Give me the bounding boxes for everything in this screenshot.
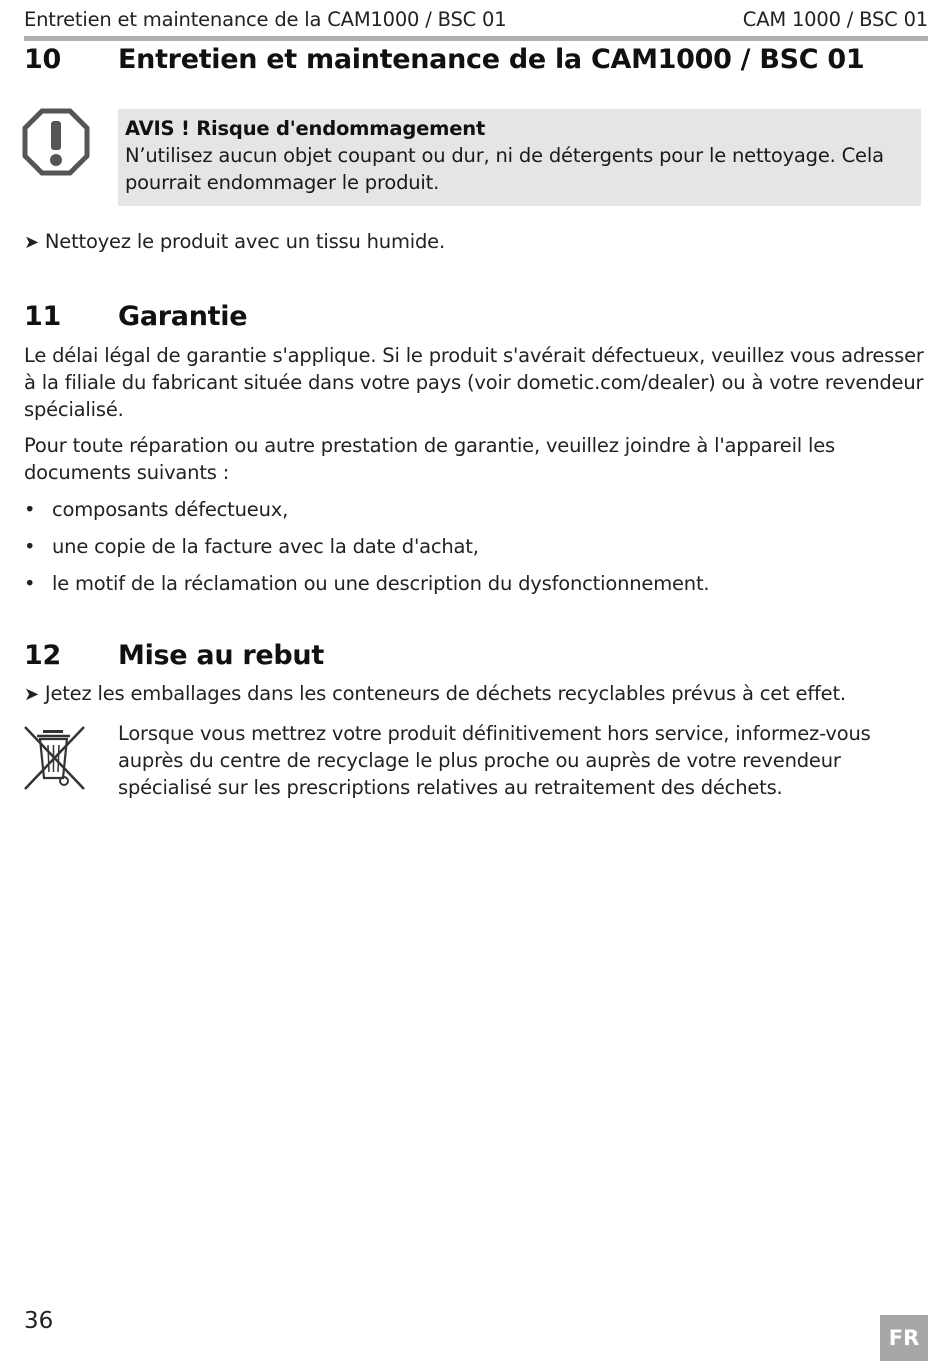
page-number: 36 (24, 1308, 54, 1334)
exclamation-octagon-icon (22, 108, 90, 176)
section-10-heading (24, 44, 864, 75)
warranty-paragraph-2: Pour toute réparation ou autre prestation de garantie, veuillez joindre à l'appareil les documents suivants : (24, 434, 835, 484)
list-item: • composants défectueux, (24, 496, 709, 533)
section-number: 11 (24, 301, 61, 332)
notice-box (118, 109, 921, 206)
section-title: Mise au rebut (118, 640, 324, 671)
notice-text: N’utilisez aucun objet coupant ou dur, ni de détergents pour le nettoyage. Cela pourrait endommager le produit. (125, 144, 884, 194)
language-badge: FR (880, 1315, 928, 1361)
header-right-model: CAM 1000 / BSC 01 (742, 8, 928, 31)
arrow-right-icon: ➤ (24, 232, 39, 253)
instruction-text: Jetez les emballages dans les conteneurs de déchets recyclables prévus à cet effet. (44, 682, 846, 705)
instruction-text: Nettoyez le produit avec un tissu humide. (44, 230, 445, 253)
warranty-paragraph-1: Le délai légal de garantie s'applique. Si le produit s'avérait défectueux, veuillez vous adresser à la filiale du fabricant située dans votre pays (voir dometic.com/dealer) ou à votre revendeur spécialisé. (24, 344, 924, 421)
bullet-icon: • (24, 572, 36, 595)
arrow-right-icon: ➤ (24, 684, 39, 705)
warranty-documents-list (24, 496, 709, 607)
notice-title: AVIS ! Risque d'endommagement (125, 117, 486, 140)
bullet-icon: • (24, 535, 36, 558)
list-item: • une copie de la facture avec la date d'achat, (24, 533, 709, 570)
section-title: Entretien et maintenance de la CAM1000 / BSC 01 (118, 44, 865, 75)
bullet-icon: • (24, 498, 36, 521)
weee-disposal-text: Lorsque vous mettrez votre produit définitivement hors service, informez-vous auprès du centre de recyclage le plus proche ou auprès de votre revendeur spécialisé sur les prescriptions relatives au retraitement des déchets. (118, 722, 871, 799)
section-number: 10 (24, 44, 61, 75)
section-number: 12 (24, 640, 61, 671)
section-title: Garantie (118, 301, 248, 332)
disposal-instruction (24, 682, 846, 705)
section-12-heading (24, 640, 324, 671)
cleaning-instruction (24, 230, 445, 253)
crossed-out-wheelie-bin-icon (22, 724, 88, 792)
list-item: • le motif de la réclamation ou une description du dysfonctionnement. (24, 570, 709, 607)
header-left-title: Entretien et maintenance de la CAM1000 / BSC 01 (24, 8, 507, 31)
section-11-heading (24, 301, 247, 332)
running-header (24, 8, 928, 41)
